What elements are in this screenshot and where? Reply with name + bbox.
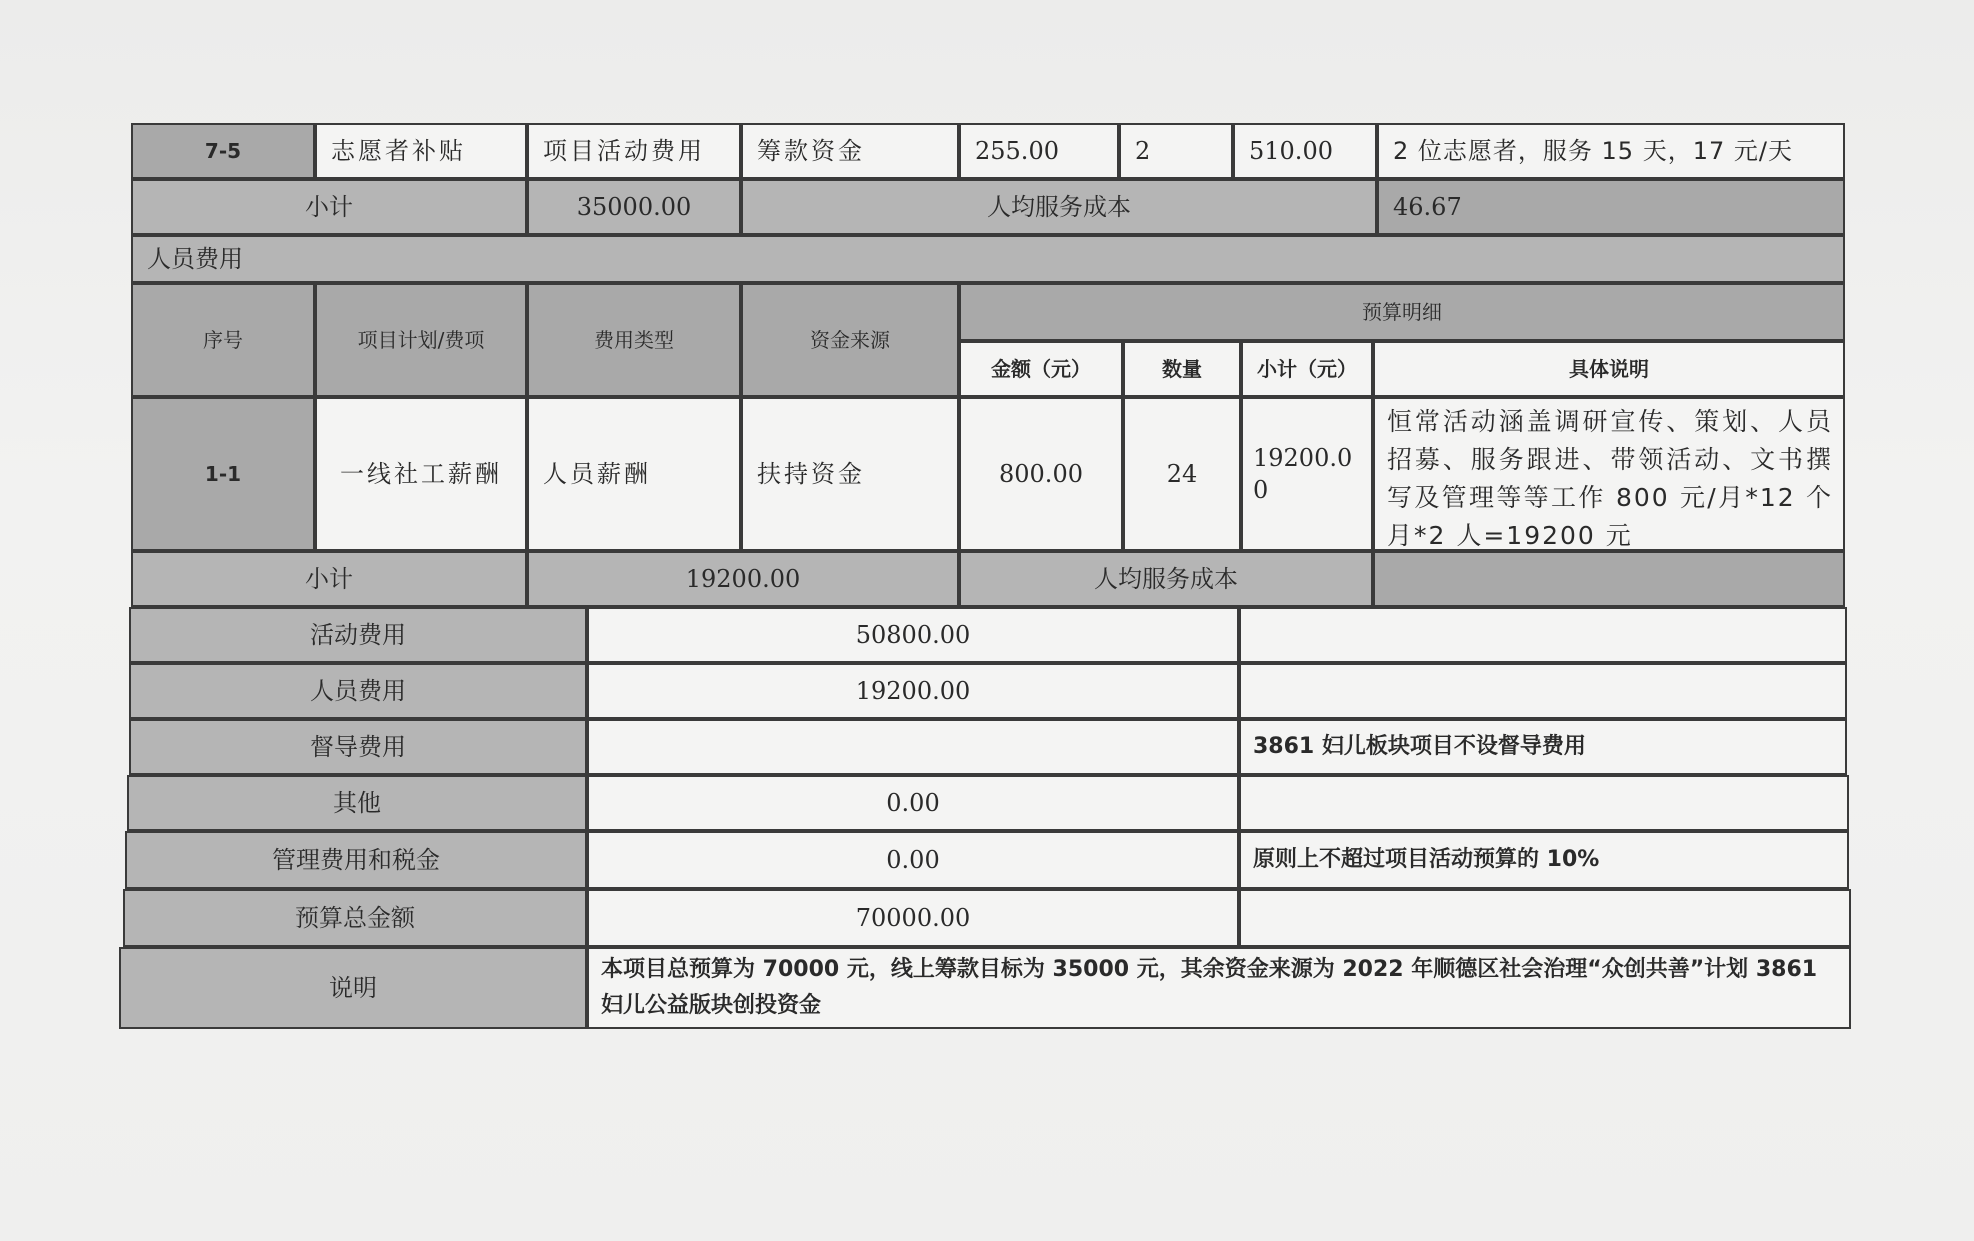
summary-note-other: [1239, 775, 1849, 831]
summary-note-activity: [1239, 607, 1847, 663]
summary-value-total: 70000.00: [587, 889, 1239, 947]
summary-value-supervision: [587, 719, 1239, 775]
personnel-per-capita-label: 人均服务成本: [959, 551, 1373, 607]
activity-per-capita-label: 人均服务成本: [741, 179, 1377, 235]
personnel-row-quantity: 24: [1123, 397, 1241, 551]
row-item: 志愿者补贴: [315, 123, 527, 179]
summary-label-total: 预算总金额: [123, 889, 587, 947]
summary-note-total: [1239, 889, 1851, 947]
summary-value-management: 0.00: [587, 831, 1239, 889]
personnel-row-no: 1-1: [131, 397, 315, 551]
header-no: 序号: [131, 283, 315, 397]
row-source: 筹款资金: [741, 123, 959, 179]
personnel-row-amount: 800.00: [959, 397, 1123, 551]
header-subtotal: 小计（元）: [1241, 341, 1373, 397]
personnel-section-title: 人员费用: [131, 235, 1845, 283]
personnel-row-source: 扶持资金: [741, 397, 959, 551]
activity-subtotal-label: 小计: [131, 179, 527, 235]
summary-note-supervision: 3861 妇儿板块项目不设督导费用: [1239, 719, 1847, 775]
personnel-row-subtotal: 19200.00: [1241, 397, 1373, 551]
header-amount: 金额（元）: [959, 341, 1123, 397]
header-item: 项目计划/费项: [315, 283, 527, 397]
header-type: 费用类型: [527, 283, 741, 397]
summary-label-other: 其他: [127, 775, 587, 831]
row-subtotal: 510.00: [1233, 123, 1377, 179]
explanation-label: 说明: [119, 947, 587, 1029]
activity-subtotal-value: 35000.00: [527, 179, 741, 235]
summary-note-management: 原则上不超过项目活动预算的 10%: [1239, 831, 1849, 889]
personnel-row-item: 一线社工薪酬: [315, 397, 527, 551]
header-note: 具体说明: [1373, 341, 1845, 397]
row-amount: 255.00: [959, 123, 1119, 179]
explanation-text: 本项目总预算为 70000 元，线上筹款目标为 35000 元，其余资金来源为 2022 年顺德区社会治理“众创共善”计划 3861 妇儿公益版块创投资金: [587, 947, 1851, 1029]
summary-label-management: 管理费用和税金: [125, 831, 587, 889]
summary-value-other: 0.00: [587, 775, 1239, 831]
summary-value-activity: 50800.00: [587, 607, 1239, 663]
personnel-row-type: 人员薪酬: [527, 397, 741, 551]
personnel-row-note: 恒常活动涵盖调研宣传、策划、人员招募、服务跟进、带领活动、文书撰写及管理等等工作 800 元/月*12 个月*2 人=19200 元: [1373, 397, 1845, 551]
row-no: 7-5: [131, 123, 315, 179]
header-budget-detail: 预算明细: [959, 283, 1845, 341]
personnel-per-capita-value: [1373, 551, 1845, 607]
summary-value-personnel: 19200.00: [587, 663, 1239, 719]
summary-label-activity: 活动费用: [129, 607, 587, 663]
summary-label-supervision: 督导费用: [129, 719, 587, 775]
row-quantity: 2: [1119, 123, 1233, 179]
header-quantity: 数量: [1123, 341, 1241, 397]
row-note: 2 位志愿者，服务 15 天，17 元/天: [1377, 123, 1845, 179]
header-source: 资金来源: [741, 283, 959, 397]
personnel-subtotal-label: 小计: [131, 551, 527, 607]
summary-label-personnel: 人员费用: [129, 663, 587, 719]
activity-per-capita-value: 46.67: [1377, 179, 1845, 235]
row-type: 项目活动费用: [527, 123, 741, 179]
personnel-subtotal-value: 19200.00: [527, 551, 959, 607]
summary-note-personnel: [1239, 663, 1847, 719]
